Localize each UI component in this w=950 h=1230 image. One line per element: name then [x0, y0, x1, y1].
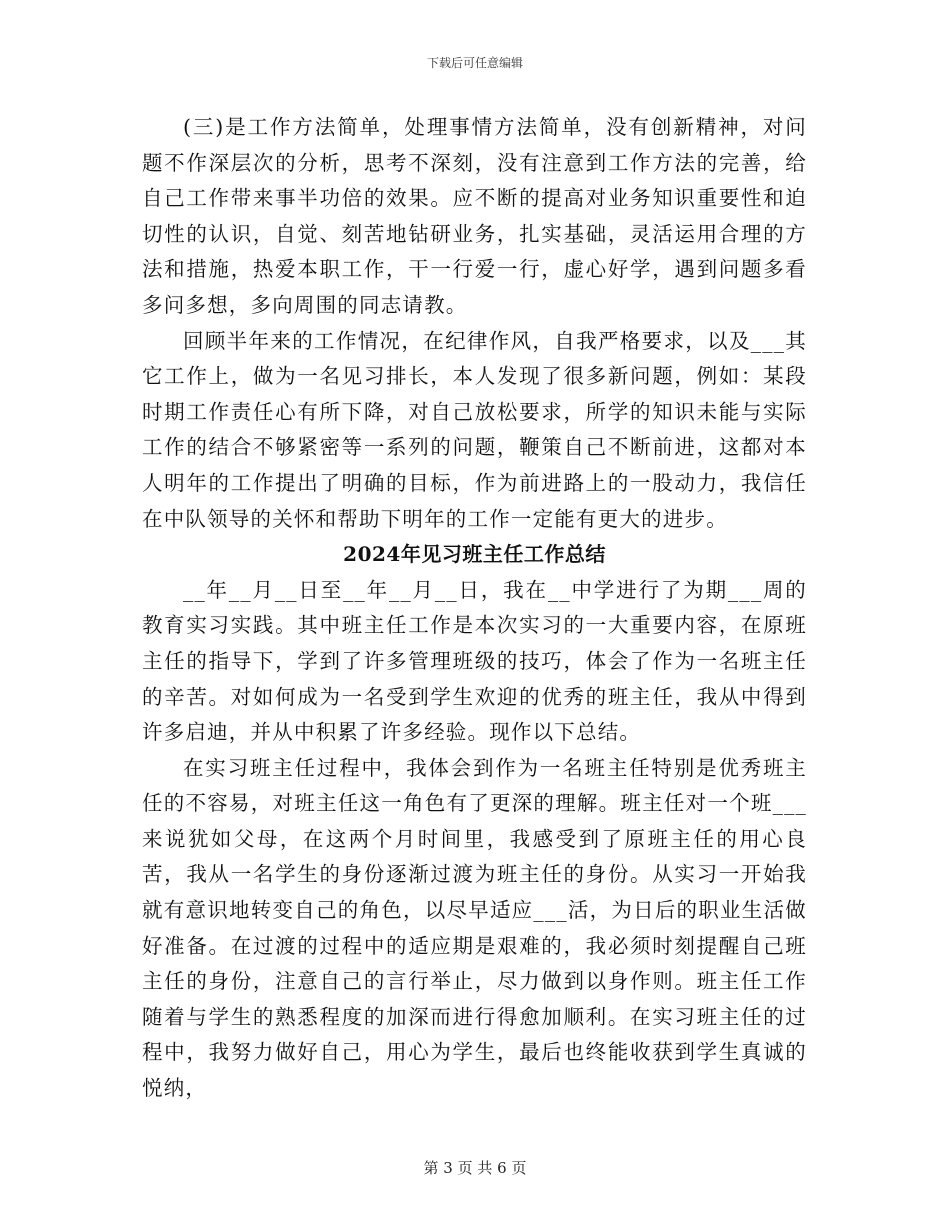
paragraph-work-method: (三)是工作方法简单，处理事情方法简单，没有创新精神，对问题不作深层次的分析，思考不深刻，没有注意到工作方法的完善，给自己工作带来事半功倍的效果。应不断的提高对业务知识重要性和迫切性的认识，自觉、刻苦地钻研业务，扎实基础，灵活运用合理的方法和措施，热爱本职工作，干一行爱一行，虚心好学，遇到问题多看多问多想，多向周围的同志请教。	[142, 115, 807, 317]
section-heading: 2024年见习班主任工作总结	[343, 542, 606, 567]
paragraph-half-year-review: 回顾半年来的工作情况，在纪律作风，自我严格要求，以及___其它工作上，做为一名见习排长，本人发现了很多新问题，例如：某段时期工作责任心有所下降，对自己放松要求，所学的知识未能与实际工作的结合不够紧密等一系列的问题，鞭策自己不断前进，这都对本人明年的工作提出了明确的目标，作为前进路上的一股动力，我信任在中队领导的关怀和帮助下明年的工作一定能有更大的进步。	[142, 328, 807, 531]
paragraph-head-teacher-experience: 在实习班主任过程中，我体会到作为一名班主任特别是优秀班主任的不容易，对班主任这一角色有了更深的理解。班主任对一个班___来说犹如父母，在这两个月时间里，我感受到了原班主任的用心良苦，我从一名学生的身份逐渐过渡为班主任的身份。从实习一开始我就有意识地转变自己的角色，以尽早适应___活，为日后的职业生活做好准备。在过渡的过程中的适应期是艰难的，我必须时刻提醒自己班主任的身份，注意自己的言行举止，尽力做到以身作则。班主任工作随着与学生的熟悉程度的加深而进行得愈加顺利。在实习班主任的过程中，我努力做好自己，用心为学生，最后也终能收获到学生真诚的悦纳，	[142, 755, 807, 1101]
paragraph-internship-intro: __年__月__日至__年__月__日，我在__中学进行了为期___周的教育实习实践。其中班主任工作是本次实习的一大重要内容，在原班主任的指导下，学到了许多管理班级的技巧，体会了作为一名班主任的辛苦。对如何成为一名受到学生欢迎的优秀的班主任，我从中得到许多启迪，并从中积累了许多经验。现作以下总结。	[142, 577, 807, 745]
page-header-note: 下载后可任意编辑	[426, 56, 523, 70]
document-body	[142, 110, 807, 1107]
page-number: 第 3 页 共 6 页	[423, 1159, 527, 1177]
